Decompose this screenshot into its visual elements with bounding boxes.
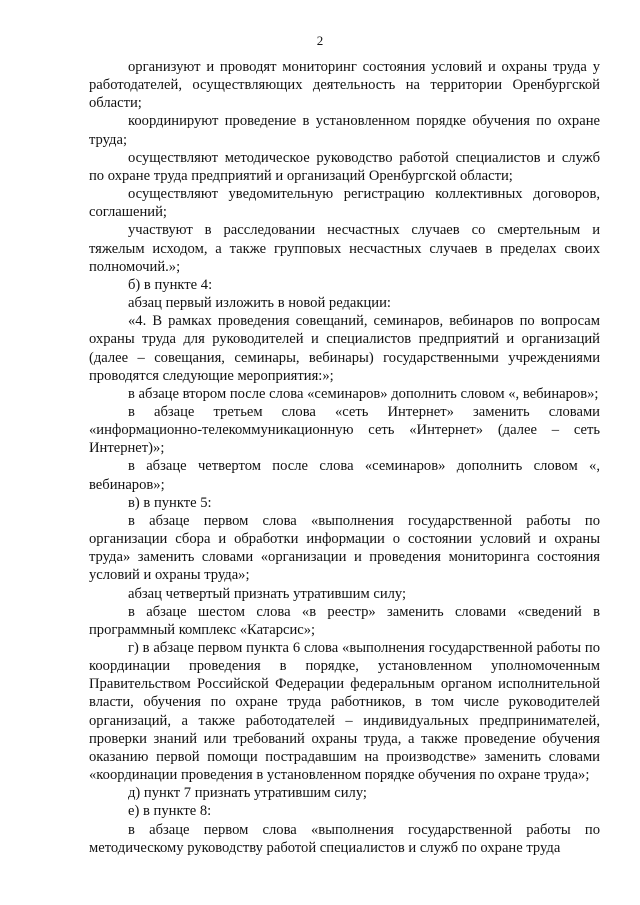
paragraph: организуют и проводят мониторинг состояния условий и охраны труда у работодателей, осуществляющих деятельность на территории Оренбургской области; xyxy=(89,59,600,112)
paragraph: д) пункт 7 признать утратившим силу; xyxy=(128,785,367,802)
paragraph: в) в пункте 5: xyxy=(128,494,212,511)
paragraph: е) в пункте 8: xyxy=(128,803,212,820)
paragraph: в абзаце третьем слова «сеть Интернет» заменить словами «информационно-телекоммуникационную сеть «Интернет» (далее – сеть Интернет)»; xyxy=(89,403,600,457)
paragraph: б) в пункте 4: xyxy=(128,276,213,293)
paragraph: в абзаце первом слова «выполнения государственной работы по методическому руководству работой специалистов и служб по охране труда xyxy=(89,821,600,856)
paragraph: осуществляют уведомительную регистрацию коллективных договоров, соглашений; xyxy=(89,186,600,221)
paragraph: осуществляют методическое руководство работой специалистов и служб по охране труда предприятий и организаций Оренбургской области; xyxy=(89,149,600,184)
paragraph: абзац четвертый признать утратившим силу; xyxy=(128,585,407,602)
paragraph: абзац первый изложить в новой редакции: xyxy=(128,295,391,312)
paragraph: в абзаце втором после слова «семинаров» дополнить словом «, вебинаров»; xyxy=(128,385,599,402)
paragraph: участвуют в расследовании несчастных случаев со смертельным и тяжелым исходом, а также групповых несчастных случаев в пределах своих полномочий.»; xyxy=(89,222,600,275)
document-body xyxy=(89,58,600,857)
paragraph: в абзаце шестом слова «в реестр» заменить словами «сведений в программный комплекс «Катарсис»; xyxy=(89,603,600,638)
paragraph: г) в абзаце первом пункта 6 слова «выполнения государственной работы по координации проведения в порядке, установленном уполномоченным Правительством Российской Федерации федеральным органом исполнительной власти, обучения по охране труда работников, в том числе руководителей организаций, а также работодателей – индивидуальных предпринимателей, проверки знаний или требований охраны труда, а также проведение обучения оказанию первой помощи пострадавшим на производстве» заменить словами «координации проведения в установленном порядке обучения по охране труда»; xyxy=(89,640,600,784)
paragraph: координируют проведение в установленном порядке обучения по охране труда; xyxy=(89,113,600,148)
paragraph: в абзаце четвертом после слова «семинаров» дополнить словом «, вебинаров»; xyxy=(89,458,600,493)
paragraph: в абзаце первом слова «выполнения государственной работы по организации сбора и обработки информации о состоянии условий и охраны труда» заменить словами «организации и проведения мониторинга состояния условий и охраны труда»; xyxy=(89,512,600,584)
paragraph: «4. В рамках проведения совещаний, семинаров, вебинаров по вопросам охраны труда для руководителей и специалистов предприятий и организаций (далее – совещания, семинары, вебинары) государственными учреждениями проводятся следующие мероприятия:»; xyxy=(89,313,600,384)
page-number: 2 xyxy=(316,33,324,48)
